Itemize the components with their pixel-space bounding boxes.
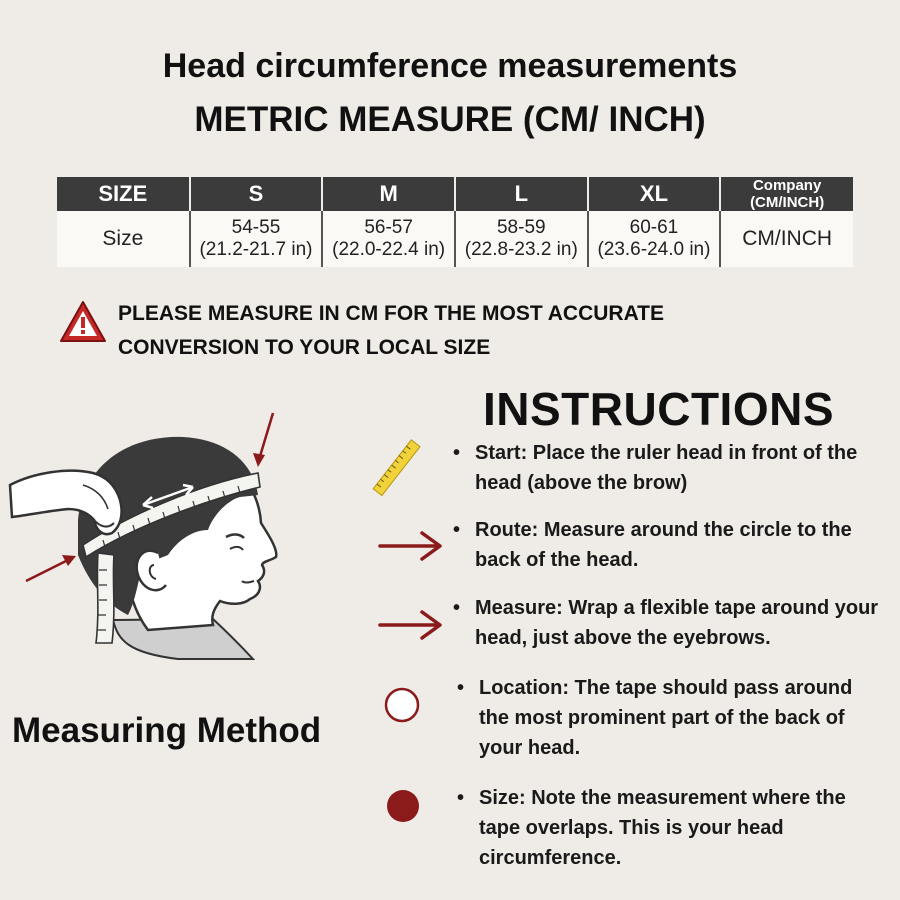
cell-cm: 56-57 [364,217,413,238]
instruction-step: • Start: Place the ruler head in front of the head (above the brow) [453,442,858,494]
size-table [57,177,853,267]
arrow-right-icon [376,527,446,565]
cell-inch: (22.8-23.2 in) [464,239,578,260]
cell-s [190,211,323,267]
cell-cm: 60-61 [629,217,679,238]
instruction-text: Measure: Wrap a flexible tape around your head, just above the eyebrows. [475,597,879,649]
head-measuring-illustration [8,405,308,660]
cell-xl [588,211,721,267]
instruction-step: • Location: The tape should pass around the most prominent part of the back of your head. [457,677,853,759]
measuring-method-label: Measuring Method [12,711,322,750]
header-xl: XL [588,177,721,211]
instructions-title: INSTRUCTIONS [483,383,834,435]
header-m: M [322,177,455,211]
cell-inch: (23.6-24.0 in) [597,239,711,260]
table-row [57,211,853,267]
ruler-icon [368,437,426,499]
table-header-row [57,177,853,211]
instruction-text: Location: The tape should pass around the most prominent part of the back of your head. [479,677,853,759]
warning-text-line1: PLEASE MEASURE IN CM FOR THE MOST ACCURATE [118,302,665,325]
cell-inch: (22.0-22.4 in) [332,239,446,260]
header-company: Company (CM/INCH) [720,177,853,211]
cell-cm: 54-55 [231,217,281,238]
circle-outline-icon [383,686,421,724]
cell-l [455,211,588,267]
header-s: S [190,177,323,211]
instruction-text: Start: Place the ruler head in front of the head (above the brow) [475,442,858,494]
arrow-right-icon [376,606,446,644]
warning-text-line2: CONVERSION TO YOUR LOCAL SIZE [118,336,491,359]
warning-triangle-icon [58,299,108,345]
instruction-text: Size: Note the measurement where the tape overlaps. This is your head circumference. [479,787,846,869]
page-subtitle: METRIC MEASURE (CM/ INCH) [194,100,706,139]
header-l: L [455,177,588,211]
page-title: Head circumference measurements [162,47,738,85]
instruction-step: • Size: Note the measurement where the tape overlaps. This is your head circumference. [457,787,846,869]
circle-filled-icon [384,787,422,825]
cell-unit: CM/INCH [720,211,853,267]
cell-m [322,211,455,267]
row-label: Size [102,227,144,250]
header-size: SIZE [57,177,190,211]
instruction-step: • Measure: Wrap a flexible tape around your head, just above the eyebrows. [453,597,879,649]
instruction-text: Route: Measure around the circle to the back of the head. [475,519,852,571]
cell-cm: 58-59 [496,217,546,238]
instruction-step: • Route: Measure around the circle to the back of the head. [453,519,852,571]
cell-inch: (21.2-21.7 in) [199,239,313,260]
